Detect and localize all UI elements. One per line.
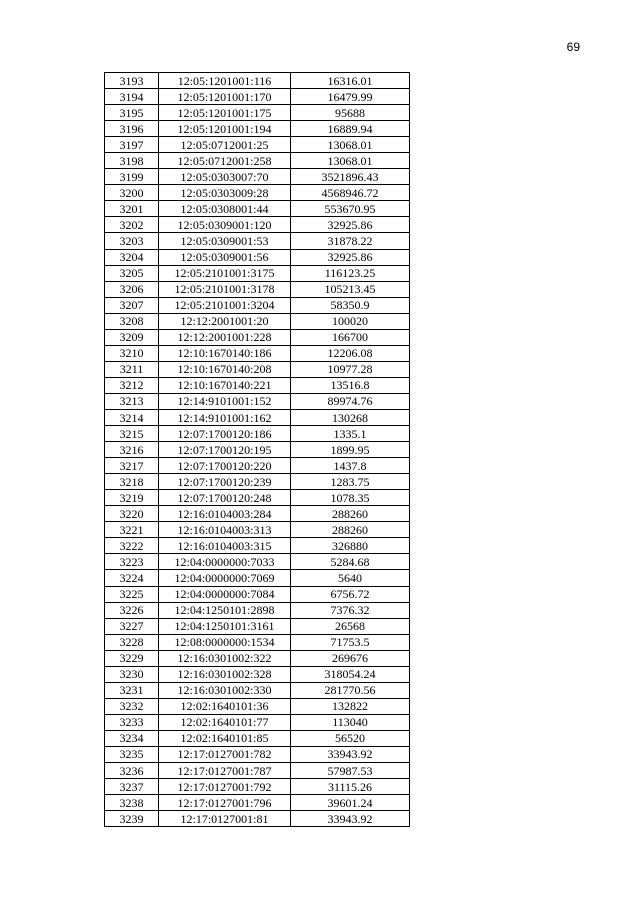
cadastral-number-cell: 12:05:1201001:170: [159, 89, 291, 105]
row-number-cell: 3232: [105, 698, 159, 714]
cadastral-number-cell: 12:07:1700120:195: [159, 442, 291, 458]
row-number-cell: 3213: [105, 393, 159, 409]
value-cell: 553670.95: [291, 201, 410, 217]
row-number-cell: 3222: [105, 538, 159, 554]
value-cell: 13516.8: [291, 377, 410, 393]
row-number-cell: 3218: [105, 474, 159, 490]
table-row: [105, 795, 410, 811]
table-row: [105, 105, 410, 121]
value-cell: 6756.72: [291, 586, 410, 602]
cadastral-number-cell: 12:05:0712001:258: [159, 153, 291, 169]
row-number-cell: 3197: [105, 137, 159, 153]
row-number-cell: 3219: [105, 490, 159, 506]
table-row: [105, 297, 410, 313]
value-cell: 1283.75: [291, 474, 410, 490]
table-row: [105, 185, 410, 201]
cadastral-number-cell: 12:17:0127001:81: [159, 811, 291, 827]
table-row: [105, 153, 410, 169]
row-number-cell: 3195: [105, 105, 159, 121]
row-number-cell: 3217: [105, 458, 159, 474]
row-number-cell: 3194: [105, 89, 159, 105]
value-cell: 13068.01: [291, 153, 410, 169]
cadastral-number-cell: 12:12:2001001:228: [159, 329, 291, 345]
row-number-cell: 3193: [105, 73, 159, 89]
cadastral-number-cell: 12:05:2101001:3175: [159, 265, 291, 281]
row-number-cell: 3207: [105, 297, 159, 313]
table-row: [105, 361, 410, 377]
value-cell: 3521896.43: [291, 169, 410, 185]
cadastral-number-cell: 12:17:0127001:782: [159, 746, 291, 762]
table-row: [105, 763, 410, 779]
table-row: [105, 698, 410, 714]
value-cell: 105213.45: [291, 281, 410, 297]
table-row: [105, 506, 410, 522]
table-row: [105, 811, 410, 827]
cadastral-number-cell: 12:14:9101001:152: [159, 393, 291, 409]
table-row: [105, 779, 410, 795]
cadastral-number-cell: 12:05:0303009:28: [159, 185, 291, 201]
table-row: [105, 666, 410, 682]
value-cell: 100020: [291, 313, 410, 329]
table-row: [105, 89, 410, 105]
cadastral-number-cell: 12:04:1250101:3161: [159, 618, 291, 634]
table-row: [105, 554, 410, 570]
table-row: [105, 474, 410, 490]
cadastral-number-cell: 12:16:0301002:328: [159, 666, 291, 682]
cadastral-number-cell: 12:16:0301002:322: [159, 650, 291, 666]
value-cell: 166700: [291, 329, 410, 345]
cadastral-number-cell: 12:04:0000000:7033: [159, 554, 291, 570]
value-cell: 95688: [291, 105, 410, 121]
table-row: [105, 730, 410, 746]
cadastral-number-cell: 12:07:1700120:186: [159, 426, 291, 442]
value-cell: 326880: [291, 538, 410, 554]
table-row: [105, 233, 410, 249]
table-row: [105, 409, 410, 425]
value-cell: 288260: [291, 506, 410, 522]
cadastral-number-cell: 12:12:2001001:20: [159, 313, 291, 329]
cadastral-number-cell: 12:05:1201001:175: [159, 105, 291, 121]
table-row: [105, 377, 410, 393]
row-number-cell: 3216: [105, 442, 159, 458]
data-table: [104, 72, 410, 827]
row-number-cell: 3227: [105, 618, 159, 634]
value-cell: 5284.68: [291, 554, 410, 570]
value-cell: 31115.26: [291, 779, 410, 795]
value-cell: 89974.76: [291, 393, 410, 409]
row-number-cell: 3210: [105, 345, 159, 361]
value-cell: 1437.8: [291, 458, 410, 474]
value-cell: 57987.53: [291, 763, 410, 779]
row-number-cell: 3199: [105, 169, 159, 185]
value-cell: 113040: [291, 714, 410, 730]
table-row: [105, 570, 410, 586]
value-cell: 7376.32: [291, 602, 410, 618]
row-number-cell: 3206: [105, 281, 159, 297]
table-row: [105, 442, 410, 458]
cadastral-number-cell: 12:05:0308001:44: [159, 201, 291, 217]
row-number-cell: 3228: [105, 634, 159, 650]
cadastral-number-cell: 12:05:0309001:56: [159, 249, 291, 265]
value-cell: 269676: [291, 650, 410, 666]
cadastral-number-cell: 12:17:0127001:796: [159, 795, 291, 811]
row-number-cell: 3201: [105, 201, 159, 217]
value-cell: 281770.56: [291, 682, 410, 698]
value-cell: 13068.01: [291, 137, 410, 153]
row-number-cell: 3214: [105, 409, 159, 425]
table-row: [105, 313, 410, 329]
table-row: [105, 746, 410, 762]
value-cell: 318054.24: [291, 666, 410, 682]
table-row: [105, 618, 410, 634]
table-row: [105, 522, 410, 538]
row-number-cell: 3211: [105, 361, 159, 377]
row-number-cell: 3200: [105, 185, 159, 201]
value-cell: 1899.95: [291, 442, 410, 458]
value-cell: 16316.01: [291, 73, 410, 89]
table-row: [105, 458, 410, 474]
cadastral-number-cell: 12:05:0712001:25: [159, 137, 291, 153]
table-row: [105, 121, 410, 137]
cadastral-number-cell: 12:05:0309001:53: [159, 233, 291, 249]
cadastral-number-cell: 12:07:1700120:248: [159, 490, 291, 506]
table-row: [105, 634, 410, 650]
row-number-cell: 3237: [105, 779, 159, 795]
value-cell: 116123.25: [291, 265, 410, 281]
row-number-cell: 3221: [105, 522, 159, 538]
value-cell: 33943.92: [291, 811, 410, 827]
row-number-cell: 3224: [105, 570, 159, 586]
value-cell: 4568946.72: [291, 185, 410, 201]
cadastral-number-cell: 12:08:0000000:1534: [159, 634, 291, 650]
table-row: [105, 329, 410, 345]
cadastral-number-cell: 12:05:0303007:70: [159, 169, 291, 185]
page-number: 69: [566, 40, 580, 54]
cadastral-number-cell: 12:17:0127001:792: [159, 779, 291, 795]
table-row: [105, 538, 410, 554]
cadastral-number-cell: 12:02:1640101:85: [159, 730, 291, 746]
row-number-cell: 3225: [105, 586, 159, 602]
value-cell: 5640: [291, 570, 410, 586]
row-number-cell: 3212: [105, 377, 159, 393]
cadastral-number-cell: 12:05:0309001:120: [159, 217, 291, 233]
value-cell: 1335.1: [291, 426, 410, 442]
value-cell: 71753.5: [291, 634, 410, 650]
cadastral-number-cell: 12:10:1670140:208: [159, 361, 291, 377]
table-row: [105, 281, 410, 297]
row-number-cell: 3205: [105, 265, 159, 281]
value-cell: 33943.92: [291, 746, 410, 762]
cadastral-number-cell: 12:02:1640101:36: [159, 698, 291, 714]
table-row: [105, 393, 410, 409]
value-cell: 132822: [291, 698, 410, 714]
table-row: [105, 169, 410, 185]
row-number-cell: 3238: [105, 795, 159, 811]
cadastral-number-cell: 12:04:0000000:7084: [159, 586, 291, 602]
value-cell: 1078.35: [291, 490, 410, 506]
table-row: [105, 201, 410, 217]
cadastral-number-cell: 12:14:9101001:162: [159, 409, 291, 425]
table-row: [105, 682, 410, 698]
value-cell: 58350.9: [291, 297, 410, 313]
cadastral-number-cell: 12:07:1700120:239: [159, 474, 291, 490]
value-cell: 56520: [291, 730, 410, 746]
table-row: [105, 490, 410, 506]
table-row: [105, 586, 410, 602]
value-cell: 130268: [291, 409, 410, 425]
value-cell: 10977.28: [291, 361, 410, 377]
value-cell: 16889.94: [291, 121, 410, 137]
table-row: [105, 265, 410, 281]
cadastral-number-cell: 12:05:1201001:194: [159, 121, 291, 137]
cadastral-number-cell: 12:16:0301002:330: [159, 682, 291, 698]
row-number-cell: 3236: [105, 763, 159, 779]
row-number-cell: 3234: [105, 730, 159, 746]
value-cell: 26568: [291, 618, 410, 634]
cadastral-number-cell: 12:05:2101001:3204: [159, 297, 291, 313]
cadastral-number-cell: 12:16:0104003:315: [159, 538, 291, 554]
table-row: [105, 650, 410, 666]
cadastral-number-cell: 12:05:1201001:116: [159, 73, 291, 89]
value-cell: 39601.24: [291, 795, 410, 811]
row-number-cell: 3235: [105, 746, 159, 762]
cadastral-number-cell: 12:10:1670140:186: [159, 345, 291, 361]
value-cell: 31878.22: [291, 233, 410, 249]
cadastral-number-cell: 12:17:0127001:787: [159, 763, 291, 779]
cadastral-number-cell: 12:04:1250101:2898: [159, 602, 291, 618]
table-row: [105, 345, 410, 361]
value-cell: 288260: [291, 522, 410, 538]
table-row: [105, 602, 410, 618]
table-row: [105, 217, 410, 233]
row-number-cell: 3196: [105, 121, 159, 137]
cadastral-number-cell: 12:16:0104003:284: [159, 506, 291, 522]
table-row: [105, 249, 410, 265]
table-row: [105, 714, 410, 730]
cadastral-number-cell: 12:04:0000000:7069: [159, 570, 291, 586]
cadastral-number-cell: 12:10:1670140:221: [159, 377, 291, 393]
cadastral-number-cell: 12:07:1700120:220: [159, 458, 291, 474]
row-number-cell: 3203: [105, 233, 159, 249]
row-number-cell: 3231: [105, 682, 159, 698]
row-number-cell: 3202: [105, 217, 159, 233]
cadastral-number-cell: 12:05:2101001:3178: [159, 281, 291, 297]
row-number-cell: 3215: [105, 426, 159, 442]
row-number-cell: 3198: [105, 153, 159, 169]
row-number-cell: 3226: [105, 602, 159, 618]
row-number-cell: 3239: [105, 811, 159, 827]
row-number-cell: 3208: [105, 313, 159, 329]
value-cell: 12206.08: [291, 345, 410, 361]
table-row: [105, 137, 410, 153]
value-cell: 32925.86: [291, 217, 410, 233]
cadastral-number-cell: 12:16:0104003:313: [159, 522, 291, 538]
table-body: [105, 73, 410, 827]
row-number-cell: 3209: [105, 329, 159, 345]
value-cell: 16479.99: [291, 89, 410, 105]
table-row: [105, 426, 410, 442]
table-row: [105, 73, 410, 89]
row-number-cell: 3223: [105, 554, 159, 570]
row-number-cell: 3229: [105, 650, 159, 666]
cadastral-number-cell: 12:02:1640101:77: [159, 714, 291, 730]
value-cell: 32925.86: [291, 249, 410, 265]
row-number-cell: 3204: [105, 249, 159, 265]
row-number-cell: 3220: [105, 506, 159, 522]
row-number-cell: 3233: [105, 714, 159, 730]
row-number-cell: 3230: [105, 666, 159, 682]
